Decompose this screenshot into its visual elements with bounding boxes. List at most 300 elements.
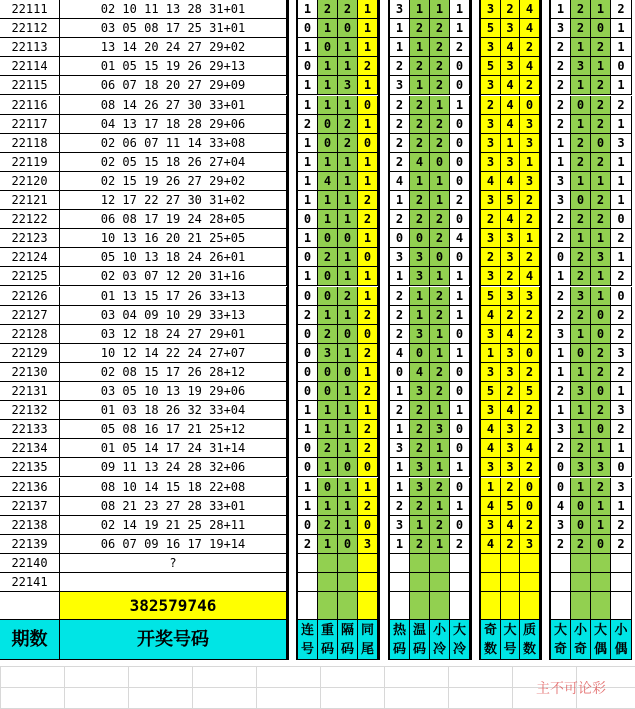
stat-cell: 0 xyxy=(338,458,358,477)
numbers-cell: 08 14 26 27 30 33+01 xyxy=(60,96,287,115)
header-stat-label xyxy=(318,620,338,660)
stat-cell: 1 xyxy=(338,420,358,439)
issue-cell: 22134 xyxy=(0,439,60,458)
stat-cell: 2 xyxy=(591,76,611,95)
stat-cell: 2 xyxy=(501,306,520,325)
stat-cell: 1 xyxy=(318,420,338,439)
stat-cell: 1 xyxy=(298,38,318,57)
stat-cell: 3 xyxy=(611,344,632,363)
stat-cell: 1 xyxy=(551,267,571,286)
stat-cell: 1 xyxy=(450,458,470,477)
stat-cell xyxy=(591,554,611,573)
header-stat-label-top: 小 xyxy=(614,623,628,639)
stat-cell: 3 xyxy=(611,401,632,420)
stat-cell: 4 xyxy=(501,76,520,95)
stat-cell: 0 xyxy=(298,19,318,38)
stat-cell: 2 xyxy=(430,287,450,306)
stat-cell: 3 xyxy=(520,172,540,191)
stat-cell: 1 xyxy=(481,478,501,497)
stat-cell: 1 xyxy=(318,306,338,325)
stat-cell: 1 xyxy=(571,325,591,344)
stat-cell: 1 xyxy=(298,153,318,172)
stat-cell: 1 xyxy=(338,478,358,497)
stat-cell: 1 xyxy=(450,0,470,19)
stat-cell: 4 xyxy=(501,115,520,134)
stat-cell: 2 xyxy=(430,363,450,382)
stat-cell xyxy=(358,573,378,592)
stat-cell: 2 xyxy=(501,478,520,497)
stat-cell xyxy=(410,573,430,592)
summary-stat-cell xyxy=(481,592,501,620)
stat-cell: 2 xyxy=(298,306,318,325)
numbers-cell: 01 03 18 26 32 33+04 xyxy=(60,401,287,420)
stat-cell: 1 xyxy=(450,306,470,325)
numbers-cell: 02 15 19 26 27 29+02 xyxy=(60,172,287,191)
stat-cell: 2 xyxy=(520,306,540,325)
header-stat-label-bottom: 偶 xyxy=(593,642,607,658)
stat-cell xyxy=(390,554,410,573)
header-stat-label xyxy=(390,620,410,660)
stat-cell: 1 xyxy=(318,497,338,516)
stat-cell: 1 xyxy=(338,172,358,191)
stat-cell: 2 xyxy=(450,535,470,554)
stat-cell: 2 xyxy=(430,229,450,248)
stat-cell: 5 xyxy=(481,287,501,306)
stat-cell: 2 xyxy=(611,229,632,248)
stat-cell: 0 xyxy=(410,229,430,248)
stat-cell: 1 xyxy=(611,115,632,134)
header-stat-label xyxy=(520,620,540,660)
group-separator xyxy=(470,0,481,660)
stat-cell: 0 xyxy=(520,478,540,497)
stat-cell: 2 xyxy=(520,401,540,420)
stat-cell: 1 xyxy=(571,401,591,420)
stat-cell: 3 xyxy=(410,382,430,401)
stat-cell: 0 xyxy=(450,516,470,535)
stat-cell: 1 xyxy=(410,306,430,325)
stat-cell: 4 xyxy=(501,96,520,115)
stat-cell: 1 xyxy=(450,19,470,38)
numbers-cell: 02 14 19 21 25 28+11 xyxy=(60,516,287,535)
stat-cell: 2 xyxy=(571,306,591,325)
issue-cell: 22113 xyxy=(0,38,60,57)
stat-cell: 2 xyxy=(390,210,410,229)
stat-cell: 0 xyxy=(318,38,338,57)
stat-cell: 2 xyxy=(390,153,410,172)
stat-cell: 2 xyxy=(571,535,591,554)
summary-stat-cell xyxy=(410,592,430,620)
stat-cell: 1 xyxy=(298,172,318,191)
numbers-cell: 09 11 13 24 28 32+06 xyxy=(60,458,287,477)
stat-cell: 1 xyxy=(390,478,410,497)
stat-cell: 3 xyxy=(481,153,501,172)
stat-cell: 2 xyxy=(571,0,591,19)
header-stat-label-top: 大 xyxy=(593,623,607,639)
stat-cell: 0 xyxy=(338,19,358,38)
stat-cell: 2 xyxy=(520,516,540,535)
stat-cell xyxy=(551,554,571,573)
stat-cell: 1 xyxy=(358,19,378,38)
header-stat-label-top: 温 xyxy=(412,623,426,639)
numbers-cell: 03 12 18 24 27 29+01 xyxy=(60,325,287,344)
stat-cell: 1 xyxy=(390,267,410,286)
stat-cell: 1 xyxy=(298,478,318,497)
stat-cell: 2 xyxy=(591,153,611,172)
stat-cell: 3 xyxy=(501,19,520,38)
stat-cell: 1 xyxy=(338,439,358,458)
stat-cell: 4 xyxy=(481,306,501,325)
stat-cell: 3 xyxy=(611,134,632,153)
header-stat-label xyxy=(430,620,450,660)
stat-cell: 1 xyxy=(410,516,430,535)
stat-cell: 2 xyxy=(318,516,338,535)
stat-cell: 2 xyxy=(358,210,378,229)
stat-cell: 1 xyxy=(571,76,591,95)
stat-cell: 0 xyxy=(571,191,591,210)
stat-cell: 3 xyxy=(551,516,571,535)
stat-cell: 0 xyxy=(591,420,611,439)
stat-cell: 1 xyxy=(298,96,318,115)
header-stat-label xyxy=(501,620,520,660)
stat-cell xyxy=(390,573,410,592)
summary-stat-cell xyxy=(571,592,591,620)
stat-cell xyxy=(450,573,470,592)
header-stat-label xyxy=(450,620,470,660)
stat-cell: 1 xyxy=(318,535,338,554)
numbers-cell: 04 13 17 18 28 29+06 xyxy=(60,115,287,134)
stat-cell: 2 xyxy=(410,96,430,115)
stat-cell: 0 xyxy=(298,287,318,306)
stat-cell: 2 xyxy=(520,38,540,57)
stat-cell: 0 xyxy=(450,248,470,267)
stat-cell xyxy=(501,554,520,573)
stat-cell: 1 xyxy=(450,96,470,115)
stat-cell: 3 xyxy=(410,248,430,267)
stat-cell: 1 xyxy=(520,153,540,172)
stat-cell: 4 xyxy=(410,153,430,172)
stat-cell: 2 xyxy=(551,439,571,458)
stat-cell: 2 xyxy=(520,363,540,382)
stat-cell: 1 xyxy=(338,248,358,267)
stat-cell: 2 xyxy=(611,325,632,344)
numbers-cell: 10 13 16 20 21 25+05 xyxy=(60,229,287,248)
header-stat-label-top: 热 xyxy=(392,623,406,639)
stat-cell: 1 xyxy=(450,287,470,306)
stat-cell: 5 xyxy=(520,382,540,401)
stat-cell: 0 xyxy=(298,516,318,535)
stat-cell: 2 xyxy=(430,38,450,57)
stat-cell: 1 xyxy=(481,344,501,363)
stat-cell: 3 xyxy=(318,344,338,363)
stat-cell: 0 xyxy=(338,325,358,344)
summary-stat-cell xyxy=(338,592,358,620)
stat-cell: 2 xyxy=(611,420,632,439)
stat-cell: 2 xyxy=(298,535,318,554)
stat-cell: 3 xyxy=(410,458,430,477)
stat-cell: 1 xyxy=(430,439,450,458)
stat-cell: 3 xyxy=(481,458,501,477)
header-stat-label-bottom: 冷 xyxy=(432,642,446,658)
stat-cell: 3 xyxy=(551,325,571,344)
stat-cell: 0 xyxy=(358,516,378,535)
stat-cell: 3 xyxy=(501,57,520,76)
stat-cell: 0 xyxy=(591,19,611,38)
stat-cell: 2 xyxy=(450,191,470,210)
stat-cell: 1 xyxy=(298,497,318,516)
numbers-cell: 01 05 14 17 24 31+14 xyxy=(60,439,287,458)
stat-cell: 0 xyxy=(358,96,378,115)
stat-cell: 3 xyxy=(481,401,501,420)
stat-cell: 4 xyxy=(501,210,520,229)
header-issue: 期数 xyxy=(0,620,60,660)
stat-cell: 1 xyxy=(318,76,338,95)
stat-cell: 0 xyxy=(338,229,358,248)
stat-cell xyxy=(318,573,338,592)
stat-cell: 0 xyxy=(318,478,338,497)
stat-cell: 3 xyxy=(551,19,571,38)
stat-cell: 2 xyxy=(338,0,358,19)
stat-cell: 3 xyxy=(390,516,410,535)
summary-stat-cell xyxy=(390,592,410,620)
stat-cell: 1 xyxy=(338,38,358,57)
stat-cell: 1 xyxy=(358,229,378,248)
stat-cell: 2 xyxy=(390,57,410,76)
stat-cell: 1 xyxy=(430,497,450,516)
stat-cell: 1 xyxy=(318,210,338,229)
stat-cell: 3 xyxy=(611,478,632,497)
stat-cell: 3 xyxy=(551,420,571,439)
stat-cell: 1 xyxy=(430,172,450,191)
issue-cell: 22119 xyxy=(0,153,60,172)
numbers-cell: 05 08 16 17 21 25+12 xyxy=(60,420,287,439)
stat-cell: 1 xyxy=(611,76,632,95)
stat-cell: 0 xyxy=(450,153,470,172)
stat-cell: 3 xyxy=(481,516,501,535)
numbers-cell: 02 03 07 12 20 31+16 xyxy=(60,267,287,286)
stat-cell: 5 xyxy=(501,191,520,210)
stat-cell: 1 xyxy=(338,57,358,76)
stat-cell: 3 xyxy=(481,134,501,153)
stat-cell: 2 xyxy=(390,115,410,134)
stat-cell: 0 xyxy=(520,344,540,363)
summary-blank xyxy=(0,592,60,620)
numbers-cell: 08 21 23 27 28 33+01 xyxy=(60,497,287,516)
stat-cell: 0 xyxy=(611,57,632,76)
stat-cell: 1 xyxy=(591,172,611,191)
numbers-cell: 06 07 18 20 27 29+09 xyxy=(60,76,287,95)
stat-cell: 2 xyxy=(571,210,591,229)
stat-cell: 1 xyxy=(318,57,338,76)
stat-cell: 3 xyxy=(390,0,410,19)
issue-cell: 22117 xyxy=(0,115,60,134)
issue-cell: 22141 xyxy=(0,573,60,592)
stat-cell: 0 xyxy=(298,210,318,229)
stat-cell: 1 xyxy=(611,191,632,210)
numbers-cell: 01 13 15 17 26 33+13 xyxy=(60,287,287,306)
stat-cell xyxy=(481,554,501,573)
stat-cell: 1 xyxy=(611,153,632,172)
stat-cell: 2 xyxy=(551,57,571,76)
stat-cell: 1 xyxy=(450,401,470,420)
stat-cell: 2 xyxy=(358,191,378,210)
stat-cell: 2 xyxy=(410,401,430,420)
stat-cell: 2 xyxy=(338,287,358,306)
stat-cell: 2 xyxy=(520,76,540,95)
stat-cell: 2 xyxy=(430,516,450,535)
stat-cell: 2 xyxy=(430,478,450,497)
stat-cell: 1 xyxy=(410,76,430,95)
stat-cell: 1 xyxy=(358,38,378,57)
header-stat-label xyxy=(551,620,571,660)
stat-cell: 1 xyxy=(318,153,338,172)
stat-cell: 3 xyxy=(520,535,540,554)
stat-cell: 2 xyxy=(358,420,378,439)
stat-cell: 2 xyxy=(390,401,410,420)
stat-cell: 0 xyxy=(430,248,450,267)
stat-cell: 0 xyxy=(450,478,470,497)
stat-cell: 3 xyxy=(481,325,501,344)
issue-cell: 22120 xyxy=(0,172,60,191)
summary-stat-cell xyxy=(318,592,338,620)
issue-cell: 22135 xyxy=(0,458,60,477)
stat-cell: 2 xyxy=(591,401,611,420)
stat-cell: 4 xyxy=(481,420,501,439)
stat-cell: 3 xyxy=(501,229,520,248)
stat-cell: 2 xyxy=(551,115,571,134)
stat-cell: 2 xyxy=(481,96,501,115)
stat-cell: 2 xyxy=(358,382,378,401)
stat-cell: 0 xyxy=(358,325,378,344)
stat-cell: 2 xyxy=(520,325,540,344)
stat-cell: 0 xyxy=(611,287,632,306)
stat-cell: 1 xyxy=(338,401,358,420)
stat-cell: 3 xyxy=(501,287,520,306)
stat-cell xyxy=(481,573,501,592)
stat-cell xyxy=(430,573,450,592)
numbers-cell: 10 12 14 22 24 27+07 xyxy=(60,344,287,363)
issue-cell: 22116 xyxy=(0,96,60,115)
stat-cell: 1 xyxy=(551,153,571,172)
stat-cell: 1 xyxy=(298,420,318,439)
stat-cell xyxy=(571,554,591,573)
stat-cell: 0 xyxy=(591,535,611,554)
stat-cell: 0 xyxy=(450,172,470,191)
stat-cell: 0 xyxy=(450,134,470,153)
stat-cell: 1 xyxy=(591,287,611,306)
stat-cell: 0 xyxy=(298,363,318,382)
stat-cell: 1 xyxy=(298,134,318,153)
header-stat-label-bottom: 码 xyxy=(412,642,426,658)
stat-cell xyxy=(571,573,591,592)
stat-cell: 1 xyxy=(520,229,540,248)
stat-cell: 1 xyxy=(591,497,611,516)
stat-cell: 0 xyxy=(298,382,318,401)
header-stat-label xyxy=(410,620,430,660)
stat-cell: 4 xyxy=(551,497,571,516)
stat-cell: 1 xyxy=(358,287,378,306)
stat-cell: 2 xyxy=(551,382,571,401)
header-stat-label xyxy=(338,620,358,660)
stat-cell: 5 xyxy=(501,497,520,516)
stat-cell: 0 xyxy=(571,516,591,535)
stat-cell: 1 xyxy=(298,76,318,95)
stat-cell: 4 xyxy=(481,172,501,191)
group-separator xyxy=(287,0,298,660)
stat-cell: 0 xyxy=(611,210,632,229)
stat-cell: 1 xyxy=(338,516,358,535)
header-stat-label-top: 重 xyxy=(320,623,334,639)
summary-stat-cell xyxy=(450,592,470,620)
summary-stat-cell xyxy=(430,592,450,620)
stat-cell: 1 xyxy=(591,0,611,19)
stat-cell: 2 xyxy=(551,96,571,115)
issue-cell: 22128 xyxy=(0,325,60,344)
summary-stat-cell xyxy=(520,592,540,620)
stat-cell: 2 xyxy=(571,153,591,172)
issue-cell: 22139 xyxy=(0,535,60,554)
stat-cell: 0 xyxy=(298,57,318,76)
stat-cell: 1 xyxy=(450,344,470,363)
stat-cell: 2 xyxy=(298,115,318,134)
header-stat-label-top: 同 xyxy=(360,623,374,639)
issue-cell: 22115 xyxy=(0,76,60,95)
stat-cell: 0 xyxy=(318,287,338,306)
stat-cell: 2 xyxy=(410,420,430,439)
stat-cell: 0 xyxy=(571,497,591,516)
stat-cell: 1 xyxy=(430,191,450,210)
stat-cell: 1 xyxy=(358,478,378,497)
stat-cell: 0 xyxy=(338,535,358,554)
header-stat-label-bottom: 冷 xyxy=(452,642,466,658)
stat-cell: 2 xyxy=(501,267,520,286)
stat-cell: 0 xyxy=(591,325,611,344)
stat-cell: 0 xyxy=(318,134,338,153)
stat-cell xyxy=(338,554,358,573)
stat-cell xyxy=(358,554,378,573)
stat-cell: 0 xyxy=(450,57,470,76)
numbers-cell: 12 17 22 27 30 31+02 xyxy=(60,191,287,210)
stat-cell: 1 xyxy=(611,382,632,401)
stat-cell: 2 xyxy=(571,19,591,38)
header-stat-label-bottom: 奇 xyxy=(553,642,567,658)
header-stat-label-bottom: 数 xyxy=(522,642,536,658)
header-stat-label xyxy=(611,620,632,660)
header-stat-label xyxy=(298,620,318,660)
stat-cell: 2 xyxy=(551,76,571,95)
header-stat-label-top: 小 xyxy=(432,623,446,639)
stat-cell: 2 xyxy=(591,363,611,382)
stat-cell: 3 xyxy=(481,76,501,95)
stat-cell: 0 xyxy=(358,248,378,267)
stat-cell: 1 xyxy=(318,401,338,420)
stat-cell: 2 xyxy=(358,306,378,325)
header-stat-label-top: 大 xyxy=(452,623,466,639)
stat-cell: 2 xyxy=(318,248,338,267)
stat-cell: 1 xyxy=(430,267,450,286)
header-stat-label-bottom: 码 xyxy=(340,642,354,658)
stat-cell: 2 xyxy=(520,191,540,210)
issue-cell: 22111 xyxy=(0,0,60,19)
stat-cell: 1 xyxy=(430,535,450,554)
stat-cell: 3 xyxy=(410,267,430,286)
summary-stat-cell xyxy=(611,592,632,620)
stat-cell: 2 xyxy=(611,516,632,535)
stat-cell xyxy=(298,573,318,592)
stat-cell: 0 xyxy=(298,458,318,477)
stat-cell: 3 xyxy=(501,439,520,458)
stat-cell: 1 xyxy=(298,229,318,248)
stat-cell: 1 xyxy=(318,458,338,477)
